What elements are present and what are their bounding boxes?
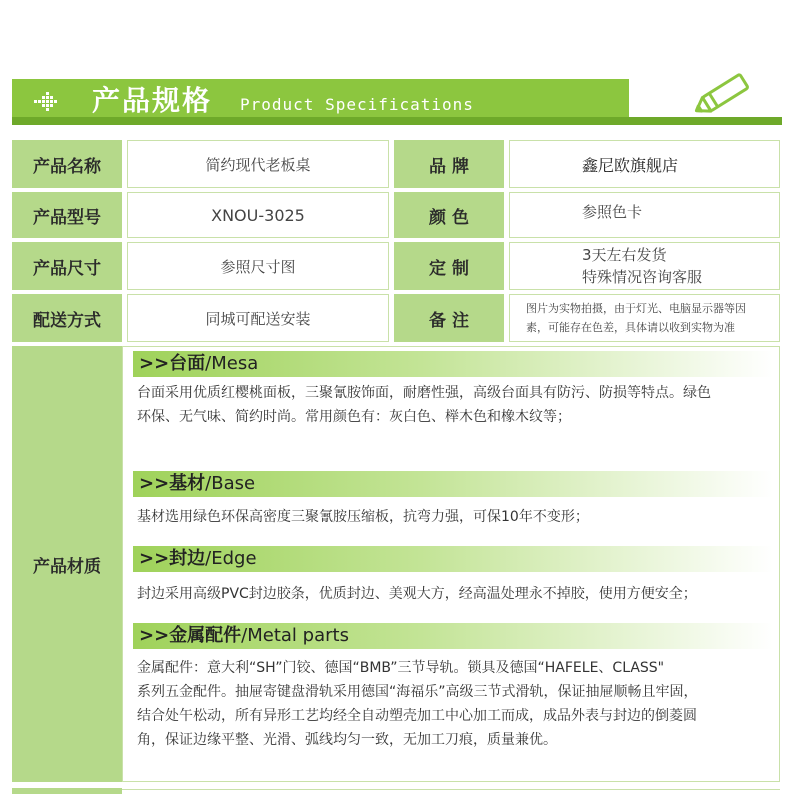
heading-prefix: >> [139, 473, 170, 494]
heading-en: /Edge [205, 548, 257, 569]
dots-icon [34, 91, 60, 113]
label-material: 产品材质 [12, 346, 122, 782]
text-line: 环保、无气味、简约时尚。常用颜色有：灰白色、榉木色和橡木纹等； [137, 409, 571, 425]
value-custom-line2: 特殊情况咨询客服 [582, 268, 703, 286]
value-brand: 鑫尼欧旗舰店 [509, 140, 780, 188]
label-model: 产品型号 [12, 192, 122, 238]
page-title: 产品规格 [92, 84, 213, 117]
heading-cn: 基材 [169, 473, 206, 494]
pencil-icon [690, 65, 760, 123]
label-product-name: 产品名称 [12, 140, 122, 188]
section-banner [12, 79, 782, 125]
heading-cn: 台面 [169, 353, 206, 374]
section-base-text [137, 505, 767, 529]
label-note: 备 注 [394, 294, 504, 342]
label-delivery: 配送方式 [12, 294, 122, 342]
value-size: 参照尺寸图 [127, 242, 389, 290]
value-color: 参照色卡 [509, 192, 780, 238]
section-base-heading [133, 471, 773, 497]
heading-cn: 封边 [169, 548, 206, 569]
value-product-name: 简约现代老板桌 [127, 140, 389, 188]
label-size: 产品尺寸 [12, 242, 122, 290]
text-line: 金属配件：意大利“SH”门铰、德国“BMB”三节导轨。锁具及德国“HAFELE、CLASS" [137, 660, 665, 676]
text-line: 台面采用优质红樱桃面板，三聚氰胺饰面，耐磨性强，高级台面具有防污、防损等特点。绿色 [137, 385, 711, 401]
value-note [509, 294, 780, 342]
heading-prefix: >> [139, 548, 170, 569]
text-line: 基材选用绿色环保高密度三聚氰胺压缩板，抗弯力强，可保10年不变形； [137, 509, 589, 525]
heading-prefix: >> [139, 625, 170, 646]
section-edge-text [137, 582, 767, 606]
text-line: 封边采用高级PVC封边胶条，优质封边、美观大方，经高温处理永不掉胶，使用方便安全； [137, 586, 697, 602]
label-custom: 定 制 [394, 242, 504, 290]
value-model: XNOU-3025 [127, 192, 389, 238]
bottom-strip [12, 788, 122, 794]
section-edge-heading [133, 546, 773, 572]
value-custom [509, 242, 780, 290]
section-mesa-text [137, 381, 767, 429]
section-mesa-heading [133, 351, 773, 377]
value-custom-line1: 3天左右发货 [582, 246, 667, 264]
label-brand: 品 牌 [394, 140, 504, 188]
value-delivery: 同城可配送安装 [127, 294, 389, 342]
heading-en: /Mesa [205, 353, 259, 374]
bottom-divider [122, 789, 780, 790]
section-metal-heading [133, 623, 773, 649]
page-subtitle: Product Specifications [240, 95, 474, 114]
value-note-line2: 素，可能存在色差，具体请以收到实物为准 [526, 321, 735, 334]
label-color: 颜 色 [394, 192, 504, 238]
material-details [122, 346, 780, 782]
heading-prefix: >> [139, 353, 170, 374]
heading-en: /Metal parts [241, 625, 349, 646]
value-note-line1: 图片为实物拍摄，由于灯光、电脑显示器等因 [526, 302, 746, 315]
heading-cn: 金属配件 [169, 625, 242, 646]
heading-en: /Base [205, 473, 256, 494]
text-line: 角，保证边缘平整、光滑、弧线均匀一致，无加工刀痕，质量兼优。 [137, 732, 557, 748]
text-line: 结合处午松动，所有异形工艺均经全自动塑壳加工中心加工而成，成品外表与封边的倒菱圆 [137, 708, 697, 724]
section-metal-text [137, 656, 767, 752]
text-line: 系列五金配件。抽屉寄键盘滑轨采用德国“海福乐”高级三节式滑轨，保证抽屉顺畅且牢固， [137, 684, 698, 700]
